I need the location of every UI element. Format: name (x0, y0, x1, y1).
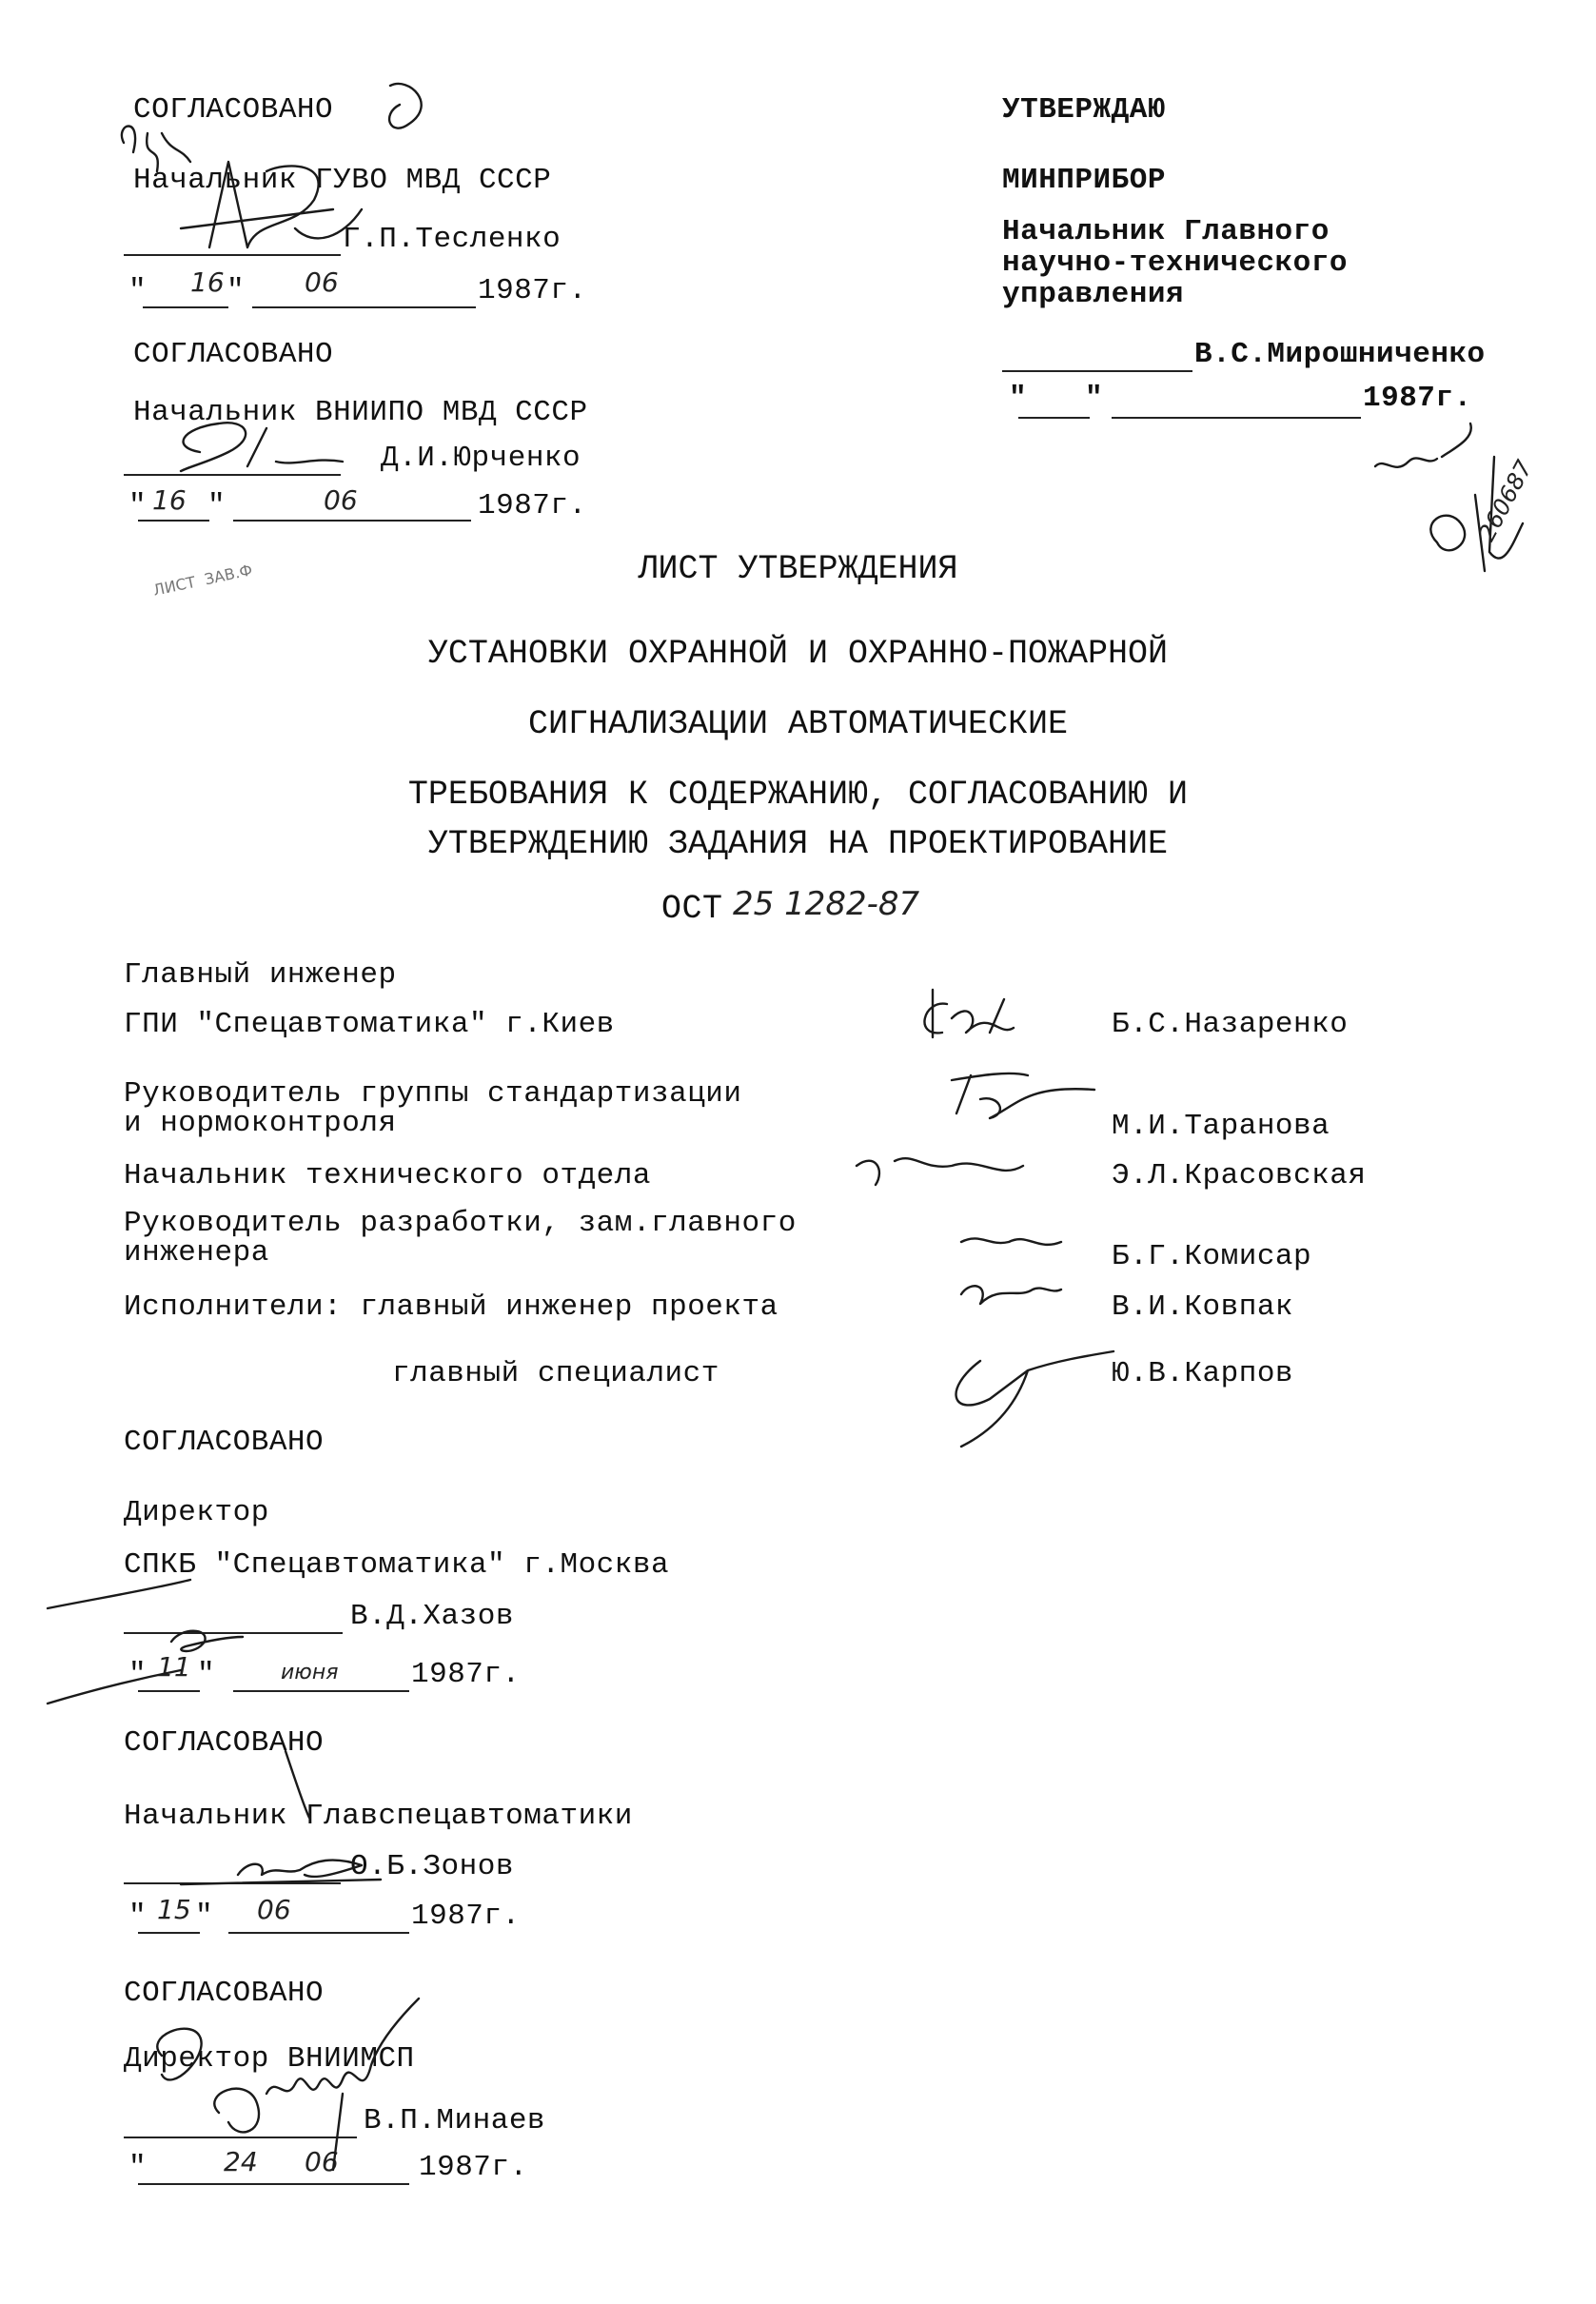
approver-ref-number: 260687 (1473, 456, 1538, 546)
approver-position-line-2: научно-технического (1002, 246, 1348, 280)
approval-2-year: 1987г. (478, 489, 587, 522)
approval-2-quote-close: " (207, 489, 227, 522)
bottom-approval-1-year: 1987г. (411, 1658, 521, 1691)
approver-name: В.С.Мирошниченко (1194, 338, 1486, 371)
signatory-3-name: Э.Л.Красовская (1112, 1159, 1367, 1192)
bottom-approval-2-label: СОГЛАСОВАНО (124, 1726, 325, 1760)
bottom-approval-1-label: СОГЛАСОВАНО (124, 1426, 325, 1459)
bottom-approval-2-year: 1987г. (411, 1900, 521, 1933)
bottom-approval-1-name: В.Д.Хазов (350, 1600, 514, 1633)
bottom-approval-3-month: 06 (305, 2146, 339, 2177)
approval-1-name: Г.П.Тесленко (343, 223, 562, 256)
signatory-1-name: Б.С.Назаренко (1112, 1008, 1349, 1041)
signatory-4-name: Б.Г.Комисар (1112, 1240, 1312, 1273)
bottom-approval-2-quote-close: " (195, 1900, 214, 1933)
title-line-4: УТВЕРЖДЕНИЮ ЗАДАНИЯ НА ПРОЕКТИРОВАНИЕ (427, 825, 1169, 863)
signatory-4-position-line-2: инженера (124, 1236, 269, 1270)
approval-2-day-line (138, 520, 209, 522)
approval-1-month: 06 (305, 266, 339, 298)
bottom-approval-3-label: СОГЛАСОВАНО (124, 1977, 325, 2010)
faded-stamp: ЛИСТ ЗАВ.Ф (151, 561, 254, 600)
bottom-approval-2-day: 15 (157, 1894, 191, 1925)
signatory-5-name: В.И.Ковпак (1112, 1290, 1294, 1324)
approval-2-month-line (233, 520, 471, 522)
title-line-3: ТРЕБОВАНИЯ К СОДЕРЖАНИЮ, СОГЛАСОВАНИЮ И (407, 776, 1189, 814)
bottom-approval-3-day: 24 (224, 2146, 258, 2177)
signatory-3-position-line-1: Начальник технического отдела (124, 1159, 651, 1192)
bottom-approval-3-quote-open: " (128, 2151, 148, 2184)
bottom-approval-2-month: 06 (257, 1894, 291, 1925)
approver-year: 1987г. (1363, 382, 1472, 415)
approver-month-line (1112, 417, 1361, 419)
bottom-approval-2-day-line (138, 1932, 200, 1934)
signatory-6-position-line-1: главный специалист (392, 1357, 719, 1390)
bottom-approval-3-name: В.П.Минаев (364, 2104, 546, 2137)
bottom-approval-1-month: июня (281, 1661, 339, 1684)
approver-day-line (1018, 417, 1090, 419)
bottom-approval-1-day: 11 (157, 1651, 191, 1683)
approval-1-position: Начальник ГУВО МВД СССР (133, 164, 552, 197)
bottom-approval-1-quote-close: " (197, 1658, 216, 1691)
approval-2-position: Начальник ВНИИПО МВД СССР (133, 396, 588, 429)
approver-position-line-1: Начальник Главного (1002, 215, 1330, 248)
approval-1-signature (105, 105, 381, 314)
bottom-approval-2-quote-open: " (128, 1900, 148, 1933)
standard-prefix: ОСТ (661, 890, 723, 928)
approval-2-day: 16 (152, 484, 187, 516)
bottom-approval-1-signature (38, 1561, 381, 1713)
bottom-approval-3-position-line-1: Директор ВНИИМСП (124, 2042, 415, 2076)
signatory-1-position-line-1: Главный инженер (124, 958, 397, 992)
bottom-approval-2-month-line (228, 1932, 409, 1934)
bottom-approval-2-position-line-1: Начальник Главспецавтоматики (124, 1800, 633, 1833)
bottom-approval-1-position-line-2: СПКБ "Спецавтоматика" г.Москва (124, 1548, 670, 1582)
approval-1-quote-open: " (128, 274, 148, 307)
signatory-2-position-line-2: и нормоконтроля (124, 1107, 397, 1140)
sheet-heading: ЛИСТ УТВЕРЖДЕНИЯ (638, 550, 958, 588)
ministry-name: МИНПРИБОР (1002, 164, 1166, 197)
approver-quote-close: " (1085, 382, 1104, 415)
approver-quote-open: " (1009, 382, 1028, 415)
approval-1-label: СОГЛАСОВАНО (133, 93, 334, 127)
bottom-approval-1-position-line-1: Директор (124, 1496, 269, 1529)
bottom-approval-2-name: О.Б.Зонов (350, 1850, 514, 1883)
title-line-2: СИГНАЛИЗАЦИИ АВТОМАТИЧЕСКИЕ (527, 705, 1069, 743)
signatory-2-name: М.И.Таранова (1112, 1110, 1330, 1143)
signatory-5-position-line-1: Исполнители: главный инженер проекта (124, 1290, 778, 1324)
signatory-4-position-line-1: Руководитель разработки, зам.главного (124, 1207, 797, 1240)
bottom-approval-3-signature (105, 1979, 447, 2208)
approve-label: УТВЕРЖДАЮ (1002, 93, 1166, 127)
approval-2-label: СОГЛАСОВАНО (133, 338, 334, 371)
title-line-1: УСТАНОВКИ ОХРАННОЙ И ОХРАННО-ПОЖАРНОЙ (427, 635, 1169, 673)
approval-2-quote-open: " (128, 489, 148, 522)
approval-1-quote-close: " (227, 274, 246, 307)
approval-1-year: 1987г. (478, 274, 587, 307)
bottom-approval-1-quote-open: " (128, 1658, 148, 1691)
signatory-6-name: Ю.В.Карпов (1112, 1357, 1294, 1390)
approval-1-day: 16 (190, 266, 225, 298)
signatory-1-position-line-2: ГПИ "Спецавтоматика" г.Киев (124, 1008, 615, 1041)
approver-position-line-3: управления (1002, 278, 1185, 311)
signatories-signatures (837, 980, 1123, 1475)
approval-2-signature (152, 409, 400, 485)
bottom-approval-3-year: 1987г. (419, 2151, 528, 2184)
bottom-approval-2-signature (143, 1732, 409, 1894)
approver-signature-line (1002, 370, 1192, 372)
approval-2-name: Д.И.Юрченко (381, 442, 581, 475)
standard-number: 25 1282-87 (733, 885, 920, 923)
signatory-2-position-line-1: Руководитель группы стандартизации (124, 1077, 742, 1111)
approval-2-month: 06 (324, 484, 358, 516)
